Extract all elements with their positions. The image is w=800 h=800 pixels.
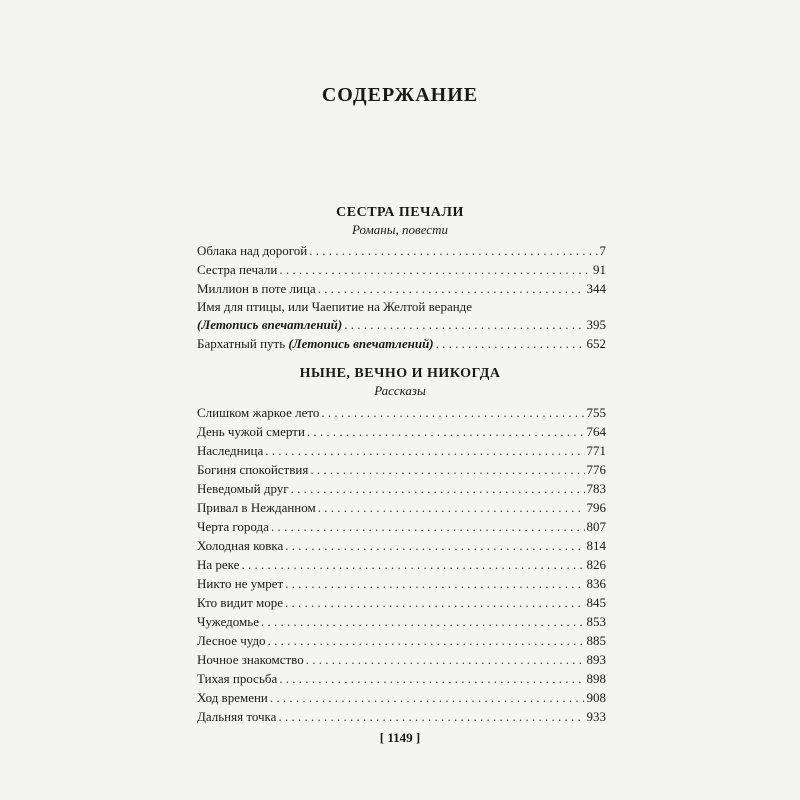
entry-title: Ход времени: [197, 690, 268, 705]
entry-title: Имя для птицы, или Чаепитие на Желтой веранде: [197, 299, 473, 314]
entry-title: Наследница: [197, 443, 264, 458]
leader-dots: [321, 403, 584, 422]
toc-entry-multiline[interactable]: [197, 298, 606, 334]
leader-dots: [309, 241, 597, 260]
leader-dots: [436, 334, 585, 353]
entry-title: Ночное знакомство: [197, 652, 304, 667]
leader-dots: [265, 441, 584, 460]
entry-page: 652: [586, 336, 606, 351]
leader-dots: [241, 555, 584, 574]
entry-title: Миллион в поте лица: [197, 281, 316, 296]
toc-entry[interactable]: [197, 403, 606, 422]
toc-entry[interactable]: [197, 612, 606, 631]
toc-entry[interactable]: [197, 241, 606, 260]
entry-title: Черта города: [197, 519, 269, 534]
leader-dots: [285, 574, 584, 593]
toc-section-1: [197, 241, 606, 353]
entry-page: 814: [586, 538, 606, 553]
leader-dots: [279, 260, 591, 279]
toc-entry[interactable]: [197, 441, 606, 460]
section-heading: НЫНЕ, ВЕЧНО И НИКОГДА: [299, 366, 501, 381]
toc-entry[interactable]: [197, 574, 606, 593]
toc-entry[interactable]: [197, 707, 606, 726]
entry-page: 344: [586, 281, 606, 296]
entry-title: Кто видит море: [197, 595, 284, 610]
entry-title: Холодная ковка: [197, 538, 284, 553]
entry-title: Привал в Нежданном: [197, 500, 316, 515]
entry-title: Неведомый друг: [197, 481, 289, 496]
entry-page: 826: [586, 557, 606, 572]
entry-page: 776: [586, 462, 606, 477]
toc-entry[interactable]: [197, 479, 606, 498]
leader-dots: [285, 536, 584, 555]
entry-title-note: (Летопись впечатлений): [197, 317, 343, 332]
entry-title: Слишком жаркое лето: [197, 405, 320, 420]
entry-title: На реке: [197, 557, 240, 572]
entry-page: 898: [586, 671, 606, 686]
section-subheading: Рассказы: [374, 383, 426, 398]
entry-page: 836: [586, 576, 606, 591]
toc-entry[interactable]: [197, 555, 606, 574]
section-heading: СЕСТРА ПЕЧАЛИ: [336, 205, 464, 220]
leader-dots: [278, 707, 584, 726]
leader-dots: [268, 631, 585, 650]
toc-entry[interactable]: [197, 279, 606, 298]
entry-title: Богиня спокойствия: [197, 462, 309, 477]
toc-entry[interactable]: [197, 669, 606, 688]
entry-title-note: (Летопись впечатлений): [288, 336, 434, 351]
entry-title: Дальняя точка: [197, 709, 277, 724]
leader-dots: [285, 593, 584, 612]
toc-entry[interactable]: [197, 422, 606, 441]
entry-title: Лесное чудо: [197, 633, 266, 648]
toc-entry[interactable]: [197, 498, 606, 517]
entry-page: 7: [599, 243, 606, 258]
toc-entry[interactable]: [197, 260, 606, 279]
toc-entry[interactable]: [197, 593, 606, 612]
leader-dots: [307, 422, 585, 441]
toc-entry[interactable]: [197, 631, 606, 650]
section-subheading: Романы, повести: [352, 222, 448, 237]
entry-page: 853: [586, 614, 606, 629]
entry-page: 91: [593, 262, 606, 277]
page-title: СОДЕРЖАНИЕ: [321, 84, 479, 106]
leader-dots: [291, 479, 585, 498]
leader-dots: [318, 498, 585, 517]
page-number: [ 1149 ]: [379, 730, 421, 745]
toc-entry[interactable]: [197, 688, 606, 707]
toc-entry[interactable]: [197, 517, 606, 536]
entry-page: 933: [586, 709, 606, 724]
entry-page: 885: [586, 633, 606, 648]
leader-dots: [344, 315, 584, 334]
entry-title: Никто не умрет: [197, 576, 284, 591]
entry-title: Бархатный путь: [197, 336, 286, 351]
entry-page: 796: [586, 500, 606, 515]
entry-title: Сестра печали: [197, 262, 278, 277]
entry-page: 771: [586, 443, 606, 458]
entry-page: 395: [586, 317, 606, 332]
entry-title: Тихая просьба: [197, 671, 278, 686]
leader-dots: [279, 669, 584, 688]
toc-entry[interactable]: [197, 334, 606, 353]
entry-title: Чужедомье: [197, 614, 259, 629]
entry-title: День чужой смерти: [197, 424, 305, 439]
leader-dots: [270, 688, 585, 707]
leader-dots: [271, 517, 585, 536]
entry-page: 783: [586, 481, 606, 496]
toc-section-2: [197, 403, 606, 726]
entry-page: 845: [586, 595, 606, 610]
leader-dots: [318, 279, 585, 298]
toc-entry[interactable]: [197, 460, 606, 479]
entry-title: Облака над дорогой: [197, 243, 308, 258]
leader-dots: [310, 460, 584, 479]
entry-page: 755: [586, 405, 606, 420]
leader-dots: [306, 650, 585, 669]
entry-page: 908: [586, 690, 606, 705]
entry-page: 807: [586, 519, 606, 534]
entry-page: 893: [586, 652, 606, 667]
entry-page: 764: [586, 424, 606, 439]
toc-entry[interactable]: [197, 650, 606, 669]
leader-dots: [261, 612, 585, 631]
toc-entry[interactable]: [197, 536, 606, 555]
